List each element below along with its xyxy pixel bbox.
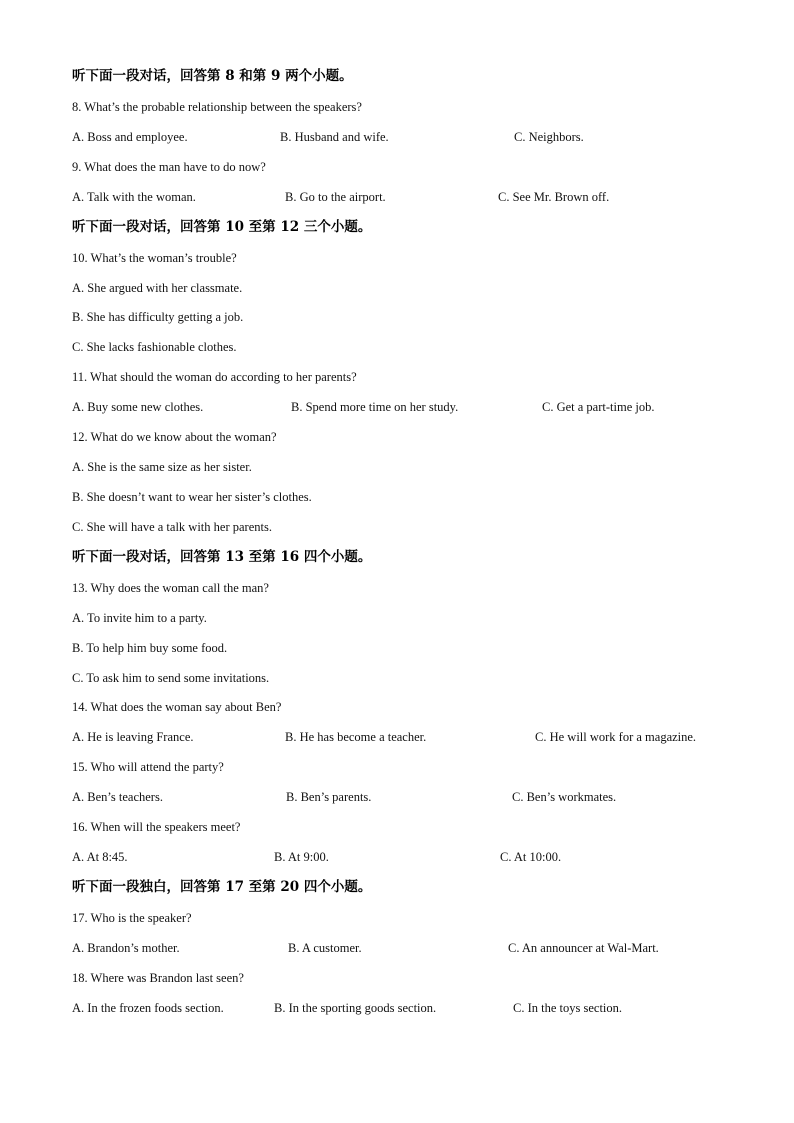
option-a: A. In the frozen foods section.	[72, 1001, 224, 1015]
option-a: A. Brandon’s mother.	[72, 941, 180, 955]
section-heading: 听下面一段独白，回答第 17 至第 20 四个小题。	[72, 879, 372, 895]
question-text: 12. What do we know about the woman?	[72, 430, 277, 444]
option-c: C. See Mr. Brown off.	[498, 190, 610, 204]
option-c: C. An announcer at Wal-Mart.	[508, 941, 659, 955]
question-text: 9. What does the man have to do now?	[72, 160, 266, 174]
question-text: 11. What should the woman do according to her parents?	[72, 370, 357, 384]
option-a: A. She argued with her classmate.	[72, 281, 243, 295]
option-b: B. Spend more time on her study.	[291, 400, 459, 414]
section-heading: 听下面一段对话，回答第 10 至第 12 三个小题。	[72, 219, 372, 235]
option-b: B. She has difficulty getting a job.	[72, 310, 244, 324]
option-a: A. Ben’s teachers.	[72, 790, 163, 804]
option-a: A. Buy some new clothes.	[72, 400, 204, 414]
question-text: 8. What’s the probable relationship between the speakers?	[72, 100, 362, 114]
option-a: A. To invite him to a party.	[72, 611, 207, 625]
option-b: B. A customer.	[288, 941, 362, 955]
question-text: 18. Where was Brandon last seen?	[72, 971, 244, 985]
question-text: 13. Why does the woman call the man?	[72, 581, 269, 595]
option-b: B. At 9:00.	[274, 850, 329, 864]
option-a: A. Talk with the woman.	[72, 190, 196, 204]
option-c: C. At 10:00.	[500, 850, 562, 864]
option-c: C. Get a part-time job.	[542, 400, 655, 414]
option-a: A. At 8:45.	[72, 850, 128, 864]
option-b: B. She doesn’t want to wear her sister’s clothes.	[72, 490, 312, 504]
question-text: 17. Who is the speaker?	[72, 911, 192, 925]
option-c: C. Ben’s workmates.	[512, 790, 617, 804]
option-b: B. He has become a teacher.	[285, 730, 427, 744]
option-a: A. She is the same size as her sister.	[72, 460, 252, 474]
option-c: C. In the toys section.	[513, 1001, 623, 1015]
option-b: B. To help him buy some food.	[72, 641, 228, 655]
option-c: C. To ask him to send some invitations.	[72, 671, 270, 685]
option-c: C. He will work for a magazine.	[535, 730, 697, 744]
question-text: 16. When will the speakers meet?	[72, 820, 241, 834]
option-b: B. Husband and wife.	[280, 130, 389, 144]
option-c: C. Neighbors.	[514, 130, 584, 144]
option-c: C. She will have a talk with her parents.	[72, 520, 272, 534]
option-b: B. Go to the airport.	[285, 190, 386, 204]
section-heading: 听下面一段对话，回答第 8 和第 9 两个小题。	[72, 68, 353, 84]
question-text: 14. What does the woman say about Ben?	[72, 700, 282, 714]
option-b: B. In the sporting goods section.	[274, 1001, 437, 1015]
option-b: B. Ben’s parents.	[286, 790, 372, 804]
section-heading: 听下面一段对话，回答第 13 至第 16 四个小题。	[72, 549, 372, 565]
option-a: A. He is leaving France.	[72, 730, 194, 744]
question-text: 15. Who will attend the party?	[72, 760, 224, 774]
question-text: 10. What’s the woman’s trouble?	[72, 251, 237, 265]
option-c: C. She lacks fashionable clothes.	[72, 340, 237, 354]
option-a: A. Boss and employee.	[72, 130, 188, 144]
